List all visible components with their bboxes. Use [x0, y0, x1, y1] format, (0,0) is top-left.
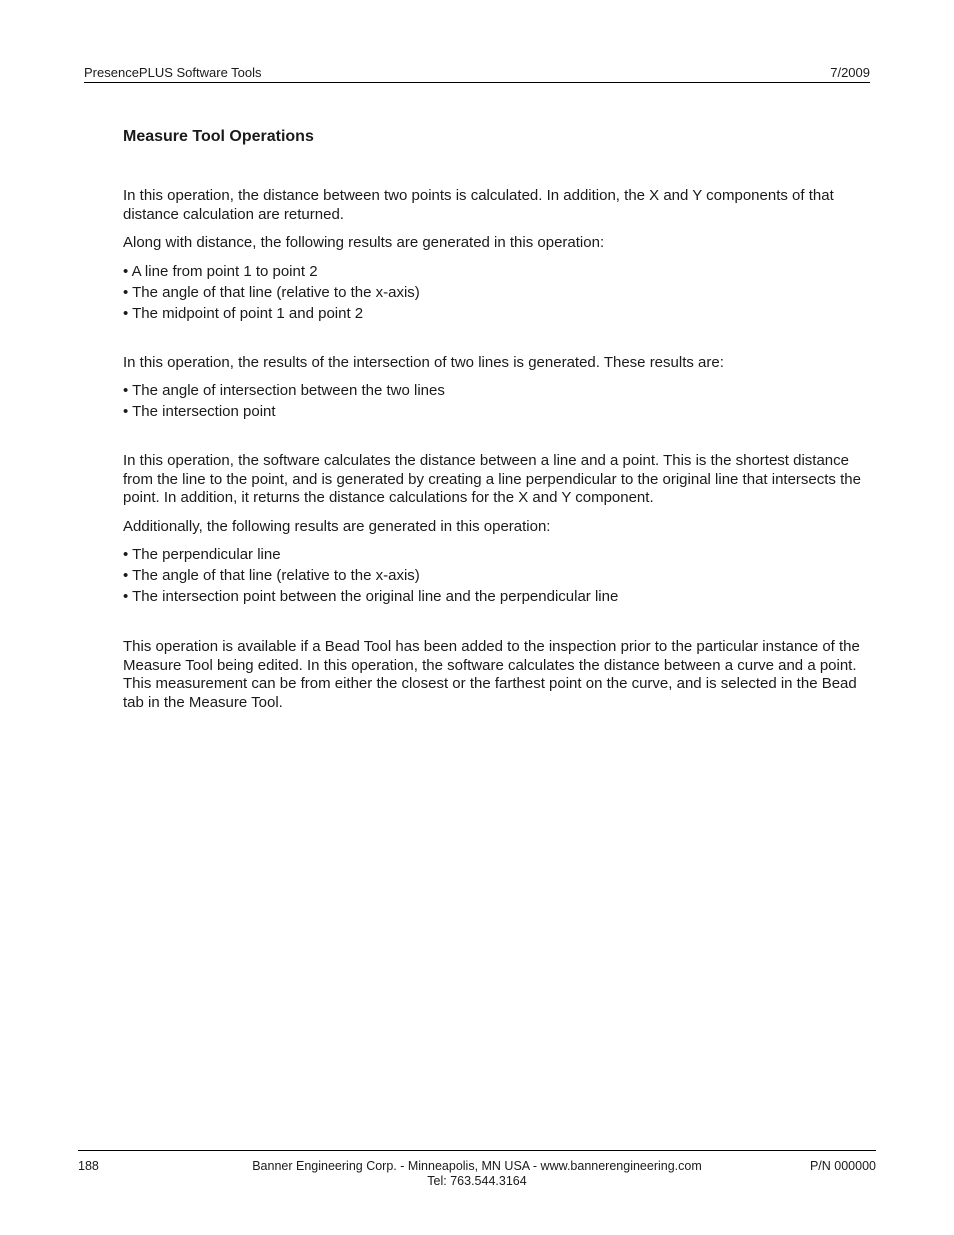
list-item: • The intersection point between the original line and the perpendicular line — [123, 588, 619, 605]
line-intersection-results-list — [123, 382, 873, 422]
line-intersection-block — [123, 354, 873, 422]
curve-to-point-intro: This operation is available if a Bead Tool has been added to the inspection prior to the particular instance of the Measure Tool being edited. In this operation, the software calculates the distance between a curve and a point. This measurement can be from either the closest or the farthest point on the curve, and is selected in the Bead tab in the Measure Tool. — [123, 638, 860, 711]
part-number: P/N 000000 — [809, 1159, 876, 1173]
line-to-point-lead: Additionally, the following results are generated in this operation: — [123, 517, 551, 535]
main-content — [123, 127, 873, 722]
list-item: • The angle of that line (relative to the x-axis) — [123, 567, 420, 584]
header-title: PresencePLUS Software Tools — [84, 65, 262, 80]
page-header — [84, 64, 870, 83]
page-footer — [78, 1150, 876, 1188]
footer-phone-line: Tel: 763.544.3164 — [427, 1174, 527, 1188]
section-spacer — [123, 326, 873, 354]
point-to-point-results-list — [123, 263, 873, 324]
section-spacer — [123, 609, 873, 638]
page-number: 188 — [78, 1159, 99, 1173]
point-to-point-intro: In this operation, the distance between two points is calculated. In addition, the X and Y components of that distance calculation are returned. — [123, 187, 834, 223]
section-heading: Measure Tool Operations — [123, 128, 314, 145]
section-spacer — [123, 424, 873, 452]
line-to-point-results-list — [123, 546, 873, 607]
list-item: • A line from point 1 to point 2 — [123, 262, 318, 280]
line-to-point-block — [123, 452, 873, 607]
curve-to-point-block — [123, 638, 873, 712]
footer-contact — [78, 1159, 876, 1189]
list-item: • The angle of that line (relative to the x-axis) — [123, 283, 420, 301]
list-item: • The perpendicular line — [123, 546, 281, 563]
list-item: • The angle of intersection between the two lines — [123, 382, 445, 399]
list-item: • The intersection point — [123, 403, 276, 420]
line-to-point-intro: In this operation, the software calculates the distance between a line and a point. This is the shortest distance from the line to the point, and is generated by creating a line perpendicular to the original line that intersects the point. In addition, it returns the distance calculations for the X and Y component. — [123, 452, 861, 506]
point-to-point-lead: Along with distance, the following results are generated in this operation: — [123, 234, 605, 251]
footer-company-line: Banner Engineering Corp. - Minneapolis, MN USA - www.bannerengineering.com — [252, 1159, 702, 1173]
list-item: • The midpoint of point 1 and point 2 — [123, 304, 364, 322]
header-date: 7/2009 — [830, 65, 870, 80]
point-to-point-block — [123, 187, 873, 323]
line-intersection-intro: In this operation, the results of the intersection of two lines is generated. These results are: — [123, 353, 724, 371]
